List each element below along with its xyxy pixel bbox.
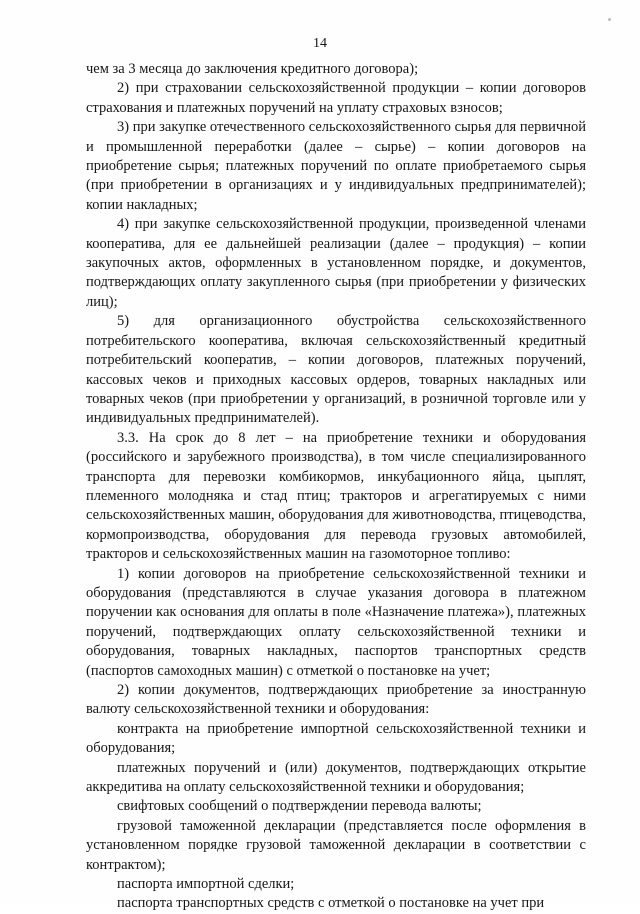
body-paragraph: контракта на приобретение импортной сельскохозяйственной техники и оборудования; — [86, 720, 586, 757]
body-paragraph: 2) копии документов, подтверждающих приобретение за иностранную валюту сельскохозяйственной техники и оборудования: — [86, 682, 586, 718]
body-paragraph: чем за 3 месяца до заключения кредитного договора); — [86, 61, 419, 77]
body-paragraph: 5) для организационного обустройства сельскохозяйственного потребительского кооператива, включая сельскохозяйственный кредитный потребительский кооператив, – копии договоров, платежных поручений, кассовых чеков и приходных кассовых ордеров, товарных накладных или товарных чеков (при приобретении у организаций, в розничной торговле или у индивидуальных предпринимателей). — [86, 313, 586, 427]
scan-speck — [608, 18, 611, 21]
body-paragraph: паспорта транспортных средств с отметкой о постановке на учет при — [117, 895, 545, 912]
document-body — [86, 60, 586, 914]
body-paragraph: паспорта импортной сделки; — [117, 876, 295, 893]
body-paragraph: 3) при закупке отечественного сельскохозяйственного сырья для первичной и промышленной переработки (далее – сырье) – копии договоров на приобретение сырья; платежных поручений по оплате приобретаемого сырья (при приобретении в организациях и у индивидуальных предпринимателей); копии накладных; — [86, 119, 586, 213]
body-paragraph: 2) при страховании сельскохозяйственной продукции – копии договоров страхования и платежных поручений на уплату страховых взносов; — [86, 80, 586, 116]
body-paragraph: 3.3. На срок до 8 лет – на приобретение техники и оборудования (российского и зарубежного производства), в том числе специализированного транспорта для перевозки комбикормов, инкубационного яйца, цыплят, племенного молодняка и стад птиц; тракторов и агрегатируемых с ними сельскохозяйственных машин, оборудования для животноводства, птицеводства, кормопроизводства, оборудования для перевода грузовых автомобилей, тракторов и сельскохозяйственных машин на газомоторное топливо: — [86, 429, 586, 563]
body-paragraph: свифтовых сообщений о подтверждении перевода валюты; — [117, 798, 482, 815]
page-number: 14 — [313, 36, 327, 51]
body-paragraph: грузовой таможенной декларации (представляется после оформления в установленном порядке грузовой таможенной декларации в соответствии с контрактом); — [86, 817, 586, 873]
body-paragraph: 1) копии договоров на приобретение сельскохозяйственной техники и оборудования (представляются в случае указания договора в платежном поручении как основания для оплаты в поле «Назначение платежа»), платежных поручений, подтверждающих оплату сельскохозяйственной техники и оборудования, товарных накладных, паспортов транспортных средств (паспортов самоходных машин) с отметкой о постановке на учет; — [86, 565, 586, 679]
body-paragraph: 4) при закупке сельскохозяйственной продукции, произведенной членами кооператива, для ее дальнейшей реализации (далее – продукция) – копии закупочных актов, оформленных в установленном порядке, и документов, подтверждающих оплату закупленного сырья (при приобретении у физических лиц); — [86, 216, 586, 310]
body-paragraph: платежных поручений и (или) документов, подтверждающих открытие аккредитива на оплату сельскохозяйственной техники и оборудования; — [86, 759, 586, 796]
